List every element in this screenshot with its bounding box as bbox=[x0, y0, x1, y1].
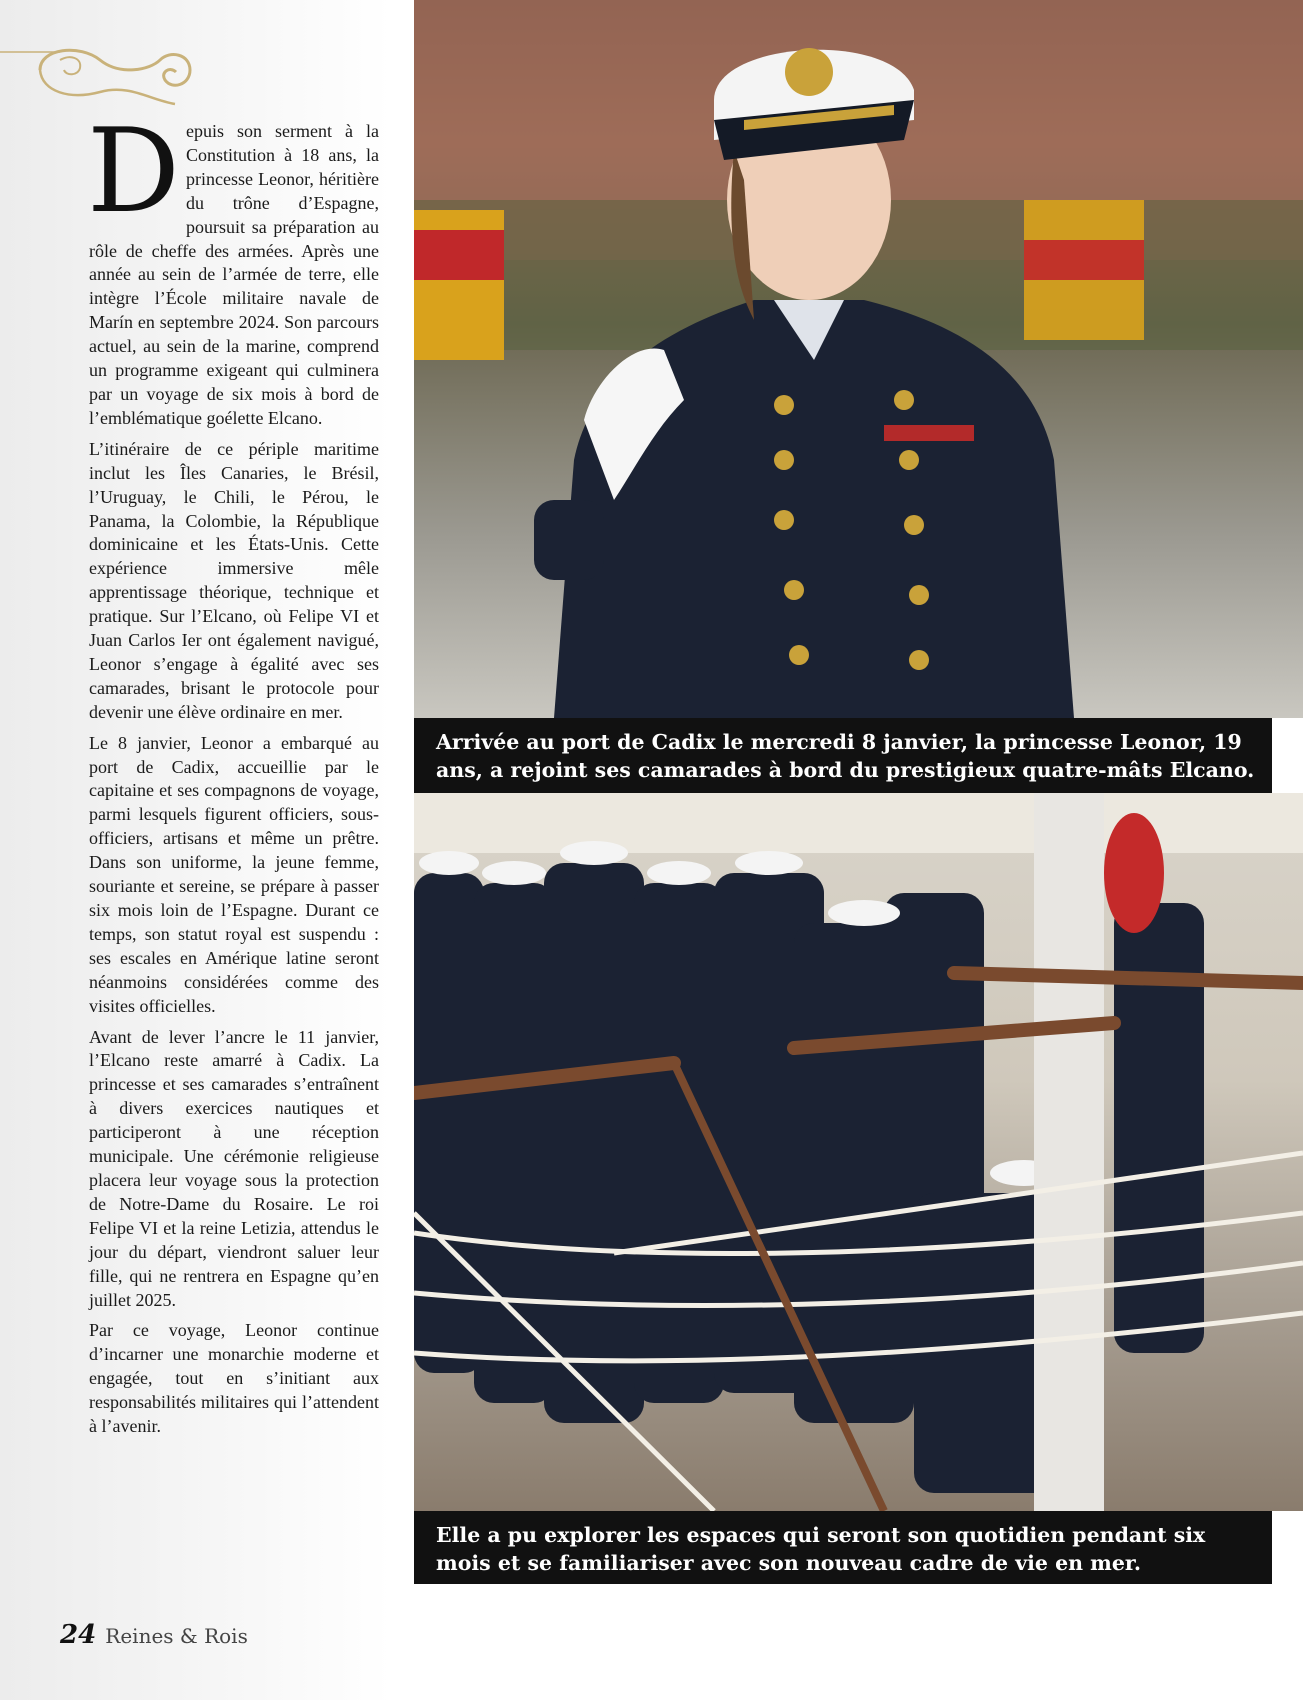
magazine-name: Reines & Rois bbox=[105, 1624, 248, 1648]
bottom-photo-caption: Elle a pu explorer les espaces qui seront son quotidien pendant six mois et se familiariser avec son nouveau cadre de vie en mer. bbox=[414, 1511, 1272, 1584]
article-column bbox=[87, 104, 379, 1446]
top-photo-caption: Arrivée au port de Cadix le mercredi 8 janvier, la princesse Leonor, 19 ans, a rejoint ses camarades à bord du prestigieux quatre-mâts Elcano. bbox=[414, 718, 1272, 793]
drop-cap: D bbox=[87, 104, 181, 239]
photo-cadets-boarding bbox=[414, 793, 1303, 1511]
article-paragraph-4: Avant de lever l’ancre le 11 janvier, l’Elcano reste amarré à Cadix. La princesse et ses camarades s’entraînent à divers exercices nautiques et participeront à une réception municipale. Une cérémonie religieuse placera leur voyage sous la protection de Notre-Dame du Rosaire. Le roi Felipe VI et la reine Letizia, attendus le jour du départ, viendront saluer leur fille, qui ne rentrera en Espagne qu’en juillet 2025. bbox=[89, 1026, 379, 1310]
page-number: 24 bbox=[60, 1620, 97, 1650]
cadets-illustration bbox=[414, 793, 1303, 1511]
article-paragraph-1: Depuis son serment à la Constitution à 18 ans, la princesse Leonor, héritière du trône d’Espagne, poursuit sa préparation au rôle de cheffe des armées. Après une année au sein de l’armée de terre, elle intègre l’École militaire navale de Marín en septembre 2024. Son parcours actuel, au sein de la marine, comprend un programme exigeant qui culminera par un voyage de six mois à bord de l’emblématique goélette Elcano. bbox=[87, 104, 379, 428]
photo-princess-saluting bbox=[414, 0, 1303, 718]
article-paragraph-3: Le 8 janvier, Leonor a embarqué au port de Cadix, accueillie par le capitaine et ses compagnons de voyage, parmi lesquels figurent officiers, sous-officiers, artisans et même un prêtre. Dans son uniforme, la jeune femme, souriante et sereine, se prépare à passer six mois loin de l’Espagne. Durant ce temps, son statut royal est suspendu : ses escales en Amérique latine seront néanmoins considérées comme des visites officielles. bbox=[89, 732, 379, 1016]
article-paragraph-2: L’itinéraire de ce périple maritime inclut les Îles Canaries, le Brésil, l’Uruguay, le Chili, le Pérou, le Panama, la Colombie, la République dominicaine et les États-Unis. Cette expérience immersive mêle apprentissage théorique, technique et pratique. Sur l’Elcano, où Felipe VI et Juan Carlos Ier ont également navigué, Leonor s’engage à égalité avec ses camarades, brisant le protocole pour devenir une élève ordinaire en mer. bbox=[89, 438, 379, 722]
article-paragraph-5: Par ce voyage, Leonor continue d’incarner une monarchie moderne et engagée, tout en s’initiant aux responsabilités militaires qui l’attendent à l’avenir. bbox=[89, 1320, 379, 1437]
page-footer bbox=[60, 1620, 248, 1650]
princess-illustration bbox=[414, 0, 1303, 718]
